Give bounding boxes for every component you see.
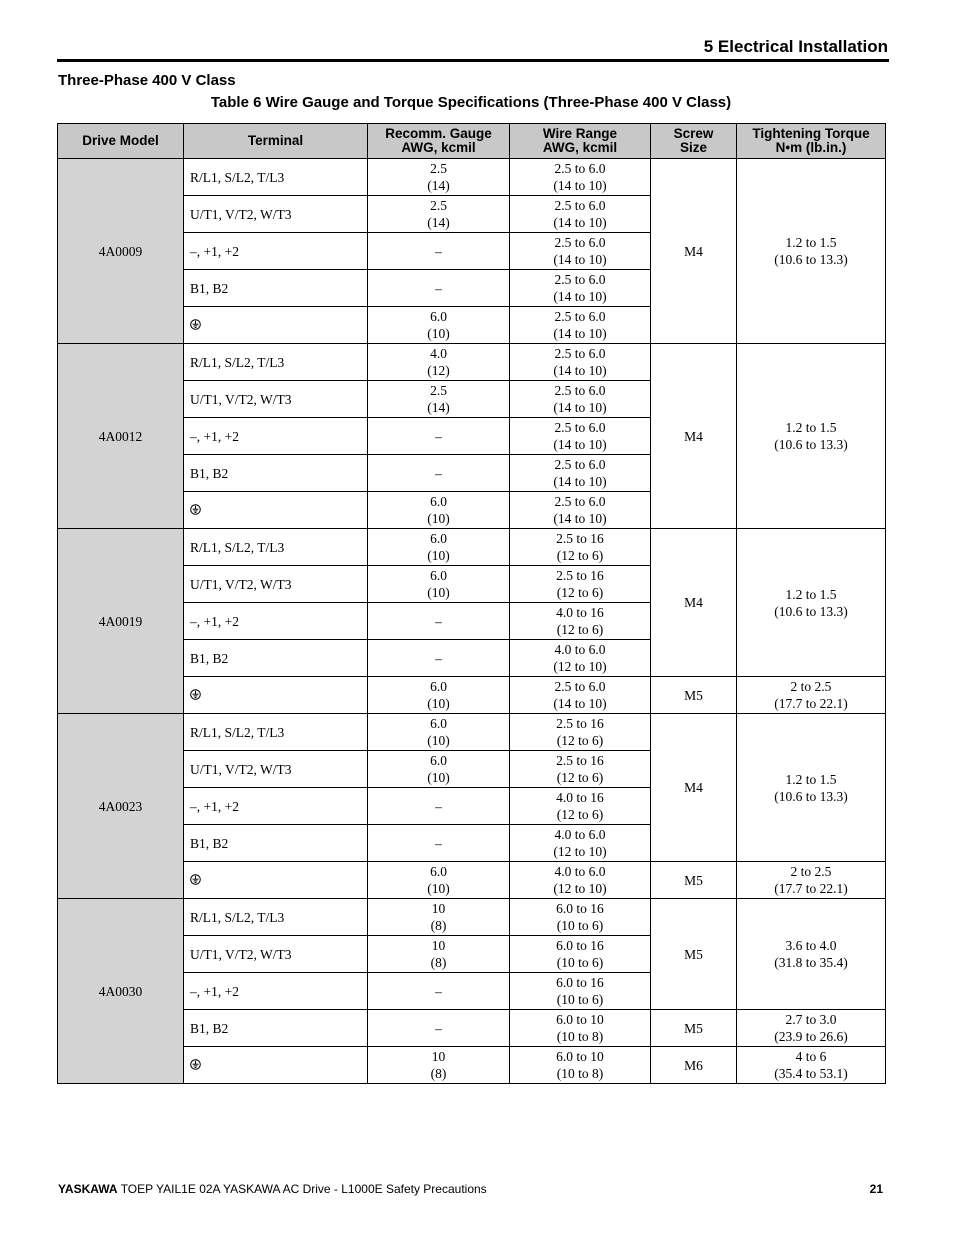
recomm-gauge-cell — [368, 233, 510, 270]
recomm-gauge-cell — [368, 640, 510, 677]
terminal-cell: B1, B2 — [184, 455, 368, 492]
drive-model-cell: 4A0012 — [58, 344, 184, 529]
wire-range-cell — [510, 455, 651, 492]
wire-range-cell — [510, 862, 651, 899]
cell-line: (10 to 8) — [556, 1029, 604, 1044]
cell-line: 6.0 — [430, 864, 447, 879]
cell-line: (31.8 to 35.4) — [774, 955, 848, 970]
terminal-cell: U/T1, V/T2, W/T3 — [184, 936, 368, 973]
terminal-cell: B1, B2 — [184, 270, 368, 307]
cell-line: (14 to 10) — [553, 252, 607, 267]
cell-line: (10 to 6) — [556, 992, 604, 1007]
drive-model-cell: 4A0019 — [58, 529, 184, 714]
wire-range-cell — [510, 714, 651, 751]
footer-doc-text: TOEP YAIL1E 02A YASKAWA AC Drive - L1000E Safety Precautions — [117, 1182, 487, 1196]
cell-line: 4.0 to 6.0 — [554, 642, 606, 657]
drive-model-cell: 4A0030 — [58, 899, 184, 1084]
cell-line: (10) — [427, 881, 450, 896]
cell-line: 6.0 — [430, 309, 447, 324]
cell-line: (10 to 8) — [556, 1066, 604, 1081]
cell-line: – — [435, 243, 442, 259]
cell-line: (12 to 10) — [553, 659, 607, 674]
terminal-cell — [184, 677, 368, 714]
cell-line: (10) — [427, 548, 450, 563]
cell-line: 6.0 — [430, 531, 447, 546]
column-header: Terminal — [184, 124, 368, 159]
wire-range-cell — [510, 344, 651, 381]
cell-line: (14 to 10) — [553, 437, 607, 452]
cell-line: (14 to 10) — [553, 400, 607, 415]
ground-terminal-icon — [190, 872, 201, 889]
cell-line: 4.0 — [430, 346, 447, 361]
terminal-cell: R/L1, S/L2, T/L3 — [184, 529, 368, 566]
cell-line: (12 to 6) — [556, 770, 604, 785]
cell-line: 2.5 to 16 — [556, 531, 604, 546]
cell-line: (10 to 6) — [556, 918, 604, 933]
screw-size-cell: M5 — [651, 899, 737, 1010]
cell-line: (10) — [427, 770, 450, 785]
cell-line: – — [435, 1020, 442, 1036]
cell-line: 6.0 — [430, 753, 447, 768]
terminal-cell: U/T1, V/T2, W/T3 — [184, 196, 368, 233]
wire-range-cell — [510, 677, 651, 714]
cell-line: 2.5 to 16 — [556, 753, 604, 768]
wire-range-cell — [510, 159, 651, 196]
cell-line: – — [435, 983, 442, 999]
terminal-cell — [184, 1047, 368, 1084]
cell-line: 2.5 to 6.0 — [554, 198, 606, 213]
terminal-cell: R/L1, S/L2, T/L3 — [184, 714, 368, 751]
screw-size-cell: M4 — [651, 159, 737, 344]
cell-line: (10) — [427, 696, 450, 711]
wire-range-cell — [510, 603, 651, 640]
terminal-cell: –, +1, +2 — [184, 603, 368, 640]
tightening-torque-cell — [737, 529, 886, 677]
cell-line: 4.0 to 6.0 — [554, 864, 606, 879]
terminal-cell: B1, B2 — [184, 825, 368, 862]
tightening-torque-cell — [737, 1010, 886, 1047]
wire-range-cell — [510, 196, 651, 233]
cell-line: (10) — [427, 326, 450, 341]
tightening-torque-cell — [737, 899, 886, 1010]
cell-line: (10.6 to 13.3) — [774, 603, 848, 619]
column-header: Wire Range AWG, kcmil — [510, 124, 651, 159]
cell-line: (14 to 10) — [553, 363, 607, 378]
cell-line: – — [435, 465, 442, 481]
cell-line: (14 to 10) — [553, 178, 607, 193]
cell-line: (14) — [427, 178, 450, 193]
cell-line: 2.7 to 3.0 — [785, 1012, 837, 1027]
recomm-gauge-cell — [368, 159, 510, 196]
column-header: Screw Size — [651, 124, 737, 159]
page-number: 21 — [869, 1182, 883, 1196]
cell-line: 10 — [431, 1049, 446, 1064]
cell-line: 2.5 to 6.0 — [554, 494, 606, 509]
cell-line: (14 to 10) — [553, 215, 607, 230]
recomm-gauge-cell — [368, 899, 510, 936]
recomm-gauge-cell — [368, 825, 510, 862]
cell-line: (8) — [430, 918, 447, 933]
cell-line: 2.5 to 6.0 — [554, 161, 606, 176]
screw-size-cell: M5 — [651, 677, 737, 714]
table-header-row — [58, 124, 886, 159]
tightening-torque-cell — [737, 344, 886, 529]
terminal-cell: R/L1, S/L2, T/L3 — [184, 159, 368, 196]
column-header: Drive Model — [58, 124, 184, 159]
wire-range-cell — [510, 381, 651, 418]
recomm-gauge-cell — [368, 1047, 510, 1084]
footer-document-info — [58, 1182, 487, 1196]
screw-size-cell: M4 — [651, 344, 737, 529]
cell-line: 2.5 to 6.0 — [554, 272, 606, 287]
cell-line: 10 — [431, 901, 446, 916]
table-caption: Table 6 Wire Gauge and Torque Specifications (Three-Phase 400 V Class) — [210, 94, 732, 111]
terminal-cell: B1, B2 — [184, 1010, 368, 1047]
wire-range-cell — [510, 307, 651, 344]
cell-line: 4.0 to 6.0 — [554, 827, 606, 842]
table-row — [58, 899, 886, 936]
drive-model-cell: 4A0009 — [58, 159, 184, 344]
cell-line: 2.5 to 6.0 — [554, 457, 606, 472]
screw-size-cell: M6 — [651, 1047, 737, 1084]
cell-line: 2.5 to 6.0 — [554, 679, 606, 694]
screw-size-cell: M4 — [651, 714, 737, 862]
terminal-cell: R/L1, S/L2, T/L3 — [184, 899, 368, 936]
ground-terminal-icon — [190, 687, 201, 704]
cell-line: 6.0 — [430, 679, 447, 694]
wire-range-cell — [510, 751, 651, 788]
terminal-cell: –, +1, +2 — [184, 233, 368, 270]
recomm-gauge-cell — [368, 603, 510, 640]
wire-range-cell — [510, 529, 651, 566]
cell-line: (12 to 6) — [556, 585, 604, 600]
tightening-torque-cell — [737, 714, 886, 862]
wire-range-cell — [510, 825, 651, 862]
cell-line: 10 — [431, 938, 446, 953]
wire-range-cell — [510, 492, 651, 529]
wire-range-cell — [510, 418, 651, 455]
terminal-cell: R/L1, S/L2, T/L3 — [184, 344, 368, 381]
footer-brand: YASKAWA — [58, 1182, 118, 1196]
cell-line: 2.5 to 6.0 — [554, 383, 606, 398]
cell-line: 1.2 to 1.5 — [785, 771, 837, 787]
recomm-gauge-cell — [368, 677, 510, 714]
cell-line: 4.0 to 16 — [556, 605, 604, 620]
screw-size-cell: M5 — [651, 1010, 737, 1047]
cell-line: (10) — [427, 585, 450, 600]
cell-line: 4 to 6 — [795, 1049, 827, 1064]
cell-line: – — [435, 613, 442, 629]
wire-range-cell — [510, 270, 651, 307]
drive-model-cell: 4A0023 — [58, 714, 184, 899]
column-header: Recomm. Gauge AWG, kcmil — [368, 124, 510, 159]
cell-line: (10) — [427, 511, 450, 526]
wire-range-cell — [510, 1047, 651, 1084]
cell-line: 6.0 to 10 — [556, 1049, 604, 1064]
cell-line: – — [435, 835, 442, 851]
cell-line: (14 to 10) — [553, 511, 607, 526]
recomm-gauge-cell — [368, 973, 510, 1010]
cell-line: 2.5 to 6.0 — [554, 346, 606, 361]
cell-line: 4.0 to 16 — [556, 790, 604, 805]
terminal-cell: B1, B2 — [184, 640, 368, 677]
wire-range-cell — [510, 566, 651, 603]
screw-size-cell: M5 — [651, 862, 737, 899]
cell-line: 2.5 to 16 — [556, 568, 604, 583]
terminal-cell: U/T1, V/T2, W/T3 — [184, 566, 368, 603]
cell-line: (12 to 6) — [556, 622, 604, 637]
screw-size-cell: M4 — [651, 529, 737, 677]
terminal-cell — [184, 307, 368, 344]
recomm-gauge-cell — [368, 196, 510, 233]
wire-range-cell — [510, 899, 651, 936]
cell-line: (14 to 10) — [553, 696, 607, 711]
cell-line: (10 to 6) — [556, 955, 604, 970]
tightening-torque-cell — [737, 677, 886, 714]
terminal-cell: U/T1, V/T2, W/T3 — [184, 381, 368, 418]
wire-range-cell — [510, 788, 651, 825]
recomm-gauge-cell — [368, 492, 510, 529]
cell-line: (8) — [430, 1066, 447, 1081]
cell-line: 6.0 — [430, 716, 447, 731]
table-row — [58, 714, 886, 751]
terminal-cell: –, +1, +2 — [184, 788, 368, 825]
cell-line: 6.0 — [430, 494, 447, 509]
terminal-cell: –, +1, +2 — [184, 973, 368, 1010]
recomm-gauge-cell — [368, 936, 510, 973]
recomm-gauge-cell — [368, 566, 510, 603]
cell-line: 2.5 to 16 — [556, 716, 604, 731]
cell-line: 1.2 to 1.5 — [785, 586, 837, 602]
cell-line: (12 to 6) — [556, 548, 604, 563]
wire-range-cell — [510, 233, 651, 270]
cell-line: (10.6 to 13.3) — [774, 437, 848, 452]
wire-range-cell — [510, 973, 651, 1010]
cell-line: (14 to 10) — [553, 289, 607, 304]
cell-line: 2.5 — [430, 198, 447, 213]
cell-line: (8) — [430, 955, 447, 970]
cell-line: 2.5 — [430, 383, 447, 398]
recomm-gauge-cell — [368, 344, 510, 381]
terminal-cell — [184, 862, 368, 899]
recomm-gauge-cell — [368, 270, 510, 307]
cell-line: (12) — [427, 363, 450, 378]
recomm-gauge-cell — [368, 751, 510, 788]
recomm-gauge-cell — [368, 307, 510, 344]
recomm-gauge-cell — [368, 788, 510, 825]
recomm-gauge-cell — [368, 1010, 510, 1047]
cell-line: (12 to 10) — [553, 844, 607, 859]
ground-terminal-icon — [190, 1057, 201, 1074]
table-row — [58, 159, 886, 196]
tightening-torque-cell — [737, 159, 886, 344]
wire-range-cell — [510, 936, 651, 973]
terminal-cell: –, +1, +2 — [184, 418, 368, 455]
terminal-cell: U/T1, V/T2, W/T3 — [184, 751, 368, 788]
table-row — [58, 529, 886, 566]
cell-line: (17.7 to 22.1) — [774, 696, 848, 711]
cell-line: (23.9 to 26.6) — [774, 1029, 848, 1044]
recomm-gauge-cell — [368, 529, 510, 566]
cell-line: – — [435, 280, 442, 296]
ground-terminal-icon — [190, 317, 201, 334]
cell-line: 1.2 to 1.5 — [785, 235, 837, 250]
recomm-gauge-cell — [368, 381, 510, 418]
wire-range-cell — [510, 1010, 651, 1047]
cell-line: (12 to 6) — [556, 807, 604, 822]
wire-gauge-torque-table — [57, 123, 886, 1084]
cell-line: (12 to 10) — [553, 881, 607, 896]
header-rule — [57, 59, 889, 62]
tightening-torque-cell — [737, 1047, 886, 1084]
cell-line: (14) — [427, 400, 450, 415]
cell-line: 2 to 2.5 — [790, 679, 832, 694]
cell-line: (12 to 6) — [556, 733, 604, 748]
cell-line: (10) — [427, 733, 450, 748]
column-header: Tightening Torque N•m (lb.in.) — [737, 124, 886, 159]
recomm-gauge-cell — [368, 418, 510, 455]
cell-line: 1.2 to 1.5 — [785, 420, 837, 435]
cell-line: (14 to 10) — [553, 326, 607, 341]
cell-line: (14) — [427, 215, 450, 230]
wire-range-cell — [510, 640, 651, 677]
cell-line: 2.5 to 6.0 — [554, 309, 606, 324]
cell-line: (17.7 to 22.1) — [774, 881, 848, 896]
recomm-gauge-cell — [368, 862, 510, 899]
cell-line: 6.0 — [430, 568, 447, 583]
cell-line: 6.0 to 16 — [556, 901, 604, 916]
cell-line: – — [435, 428, 442, 444]
cell-line: 2.5 — [430, 161, 447, 176]
subsection-title: Three-Phase 400 V Class — [58, 72, 236, 89]
cell-line: 2.5 to 6.0 — [554, 420, 606, 435]
cell-line: (35.4 to 53.1) — [774, 1066, 848, 1081]
table-row — [58, 344, 886, 381]
cell-line: (10.6 to 13.3) — [774, 252, 848, 267]
recomm-gauge-cell — [368, 455, 510, 492]
cell-line: 2 to 2.5 — [790, 864, 832, 879]
cell-line: 6.0 to 16 — [556, 938, 604, 953]
cell-line: (14 to 10) — [553, 474, 607, 489]
terminal-cell — [184, 492, 368, 529]
cell-line: 6.0 to 16 — [556, 975, 604, 990]
section-title: 5 Electrical Installation — [703, 37, 888, 56]
recomm-gauge-cell — [368, 714, 510, 751]
cell-line: 6.0 to 10 — [556, 1012, 604, 1027]
ground-terminal-icon — [190, 502, 201, 519]
table-body — [58, 159, 886, 1084]
cell-line: 3.6 to 4.0 — [785, 938, 837, 953]
cell-line: – — [435, 798, 442, 814]
cell-line: (10.6 to 13.3) — [774, 788, 848, 804]
cell-line: 2.5 to 6.0 — [554, 235, 606, 250]
tightening-torque-cell — [737, 862, 886, 899]
cell-line: – — [435, 650, 442, 666]
